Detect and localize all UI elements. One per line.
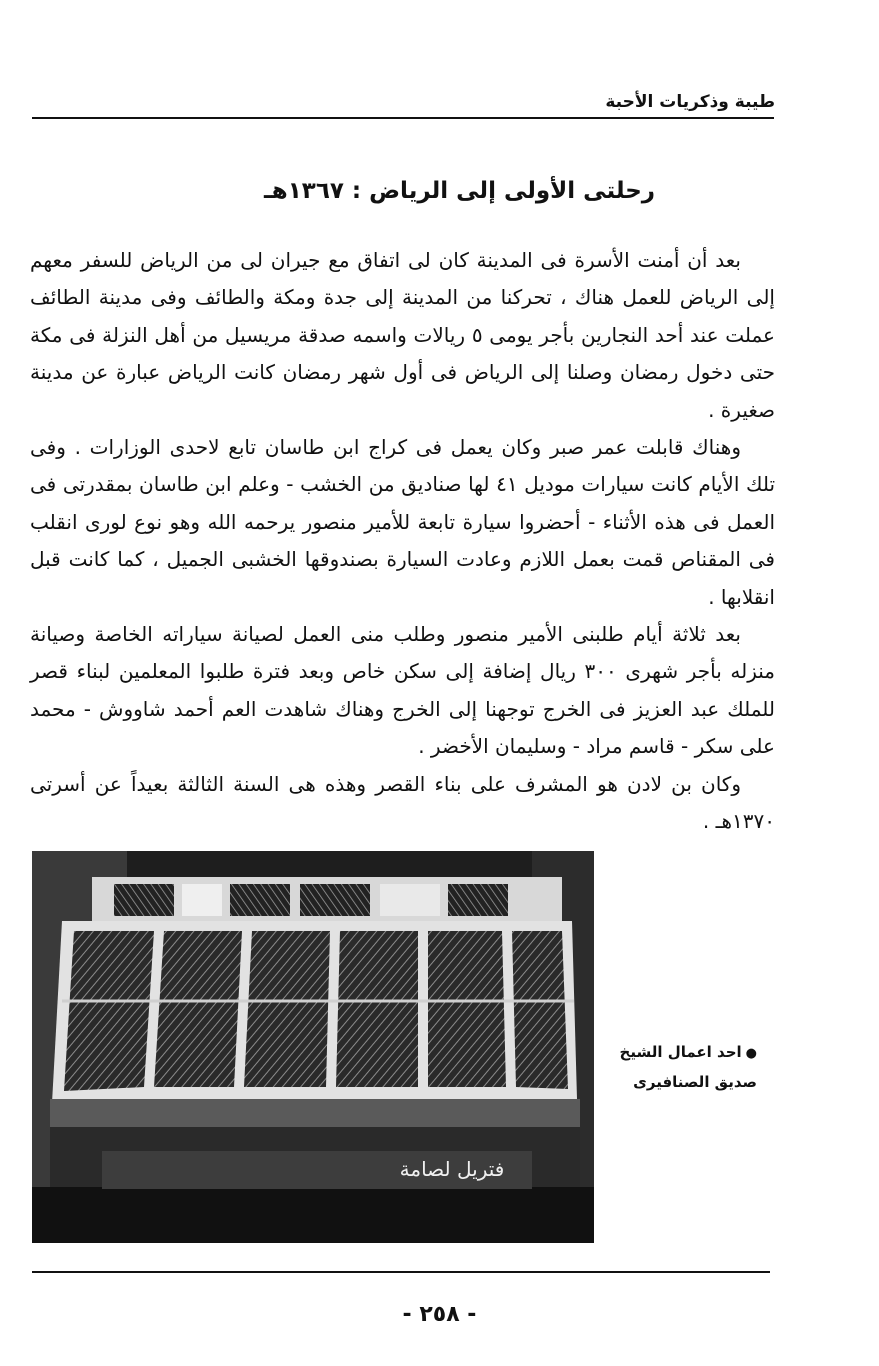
body-text	[30, 242, 775, 841]
caption-line-2: صديق الصنافيرى	[633, 1073, 757, 1091]
caption-line-1: احد اعمال الشيخ	[619, 1043, 742, 1061]
header-divider	[32, 117, 774, 119]
bullet-icon: ●	[745, 1046, 757, 1061]
photo-caption	[617, 1038, 757, 1096]
wooden-window-photo	[32, 851, 594, 1243]
paragraph-3: بعد ثلاثة أيام طلبنى الأمير منصور وطلب منى العمل لصيانة سياراته الخاصة وصيانة منزله بأجر شهرى ٣٠٠ ريال إضافة إلى سكن خاص وبعد فترة طلبوا المعلمين لبناء قصر للملك عبد العزيز فى الخرج توجهنا إلى الخرج وهناك شاهدت العم أحمد شاووش - محمد على سكر - قاسم مراد - وسليمان الأخضر .	[30, 622, 775, 759]
page-number: - ٢٥٨ -	[402, 1302, 477, 1327]
footer-divider	[32, 1271, 770, 1273]
shop-sign-text: فتريل لصامة	[399, 1157, 505, 1181]
running-header: طيبة وذكريات الأحبة	[605, 92, 775, 112]
paragraph-4: وكان بن لادن هو المشرف على بناء القصر وهذه هى السنة الثالثة بعيداً عن أسرتى ١٣٧٠هـ .	[30, 771, 775, 834]
paragraph-2: وهناك قابلت عمر صبر وكان يعمل فى كراج ابن طاسان تابع لاحدى الوزارات . وفى تلك الأيام كانت سيارات موديل ٤١ لها صناديق من الخشب - وعلم ابن طاسان بمقدرتى فى العمل فى هذه الأثناء - أحضروا سيارة تابعة للأمير منصور يرحمه الله وهو نوع لورى انقلب فى المقناص قمت بعمل اللازم وعادت السيارة بصندوقها الخشبى الجميل ، كما كانت قبل انقلابها .	[30, 435, 776, 609]
paragraph-1: بعد أن أمنت الأسرة فى المدينة كان لى اتفاق مع جيران لى من الرياض للسفر معهم إلى الرياض للعمل هناك ، تحركنا من المدينة إلى جدة ومكة والطائف وفى مدينة الطائف عملت عند أحد النجارين بأجر يومى ٥ ريالات واسمه صدقة مريسيل من أهل النزلة فى مكة حتى دخول رمضان وصلنا إلى الرياض فى أول شهر رمضان كانت الرياض عبارة عن مدينة صغيرة .	[30, 248, 775, 422]
chapter-title: رحلتى الأولى إلى الرياض : ١٣٦٧هـ	[263, 178, 656, 204]
